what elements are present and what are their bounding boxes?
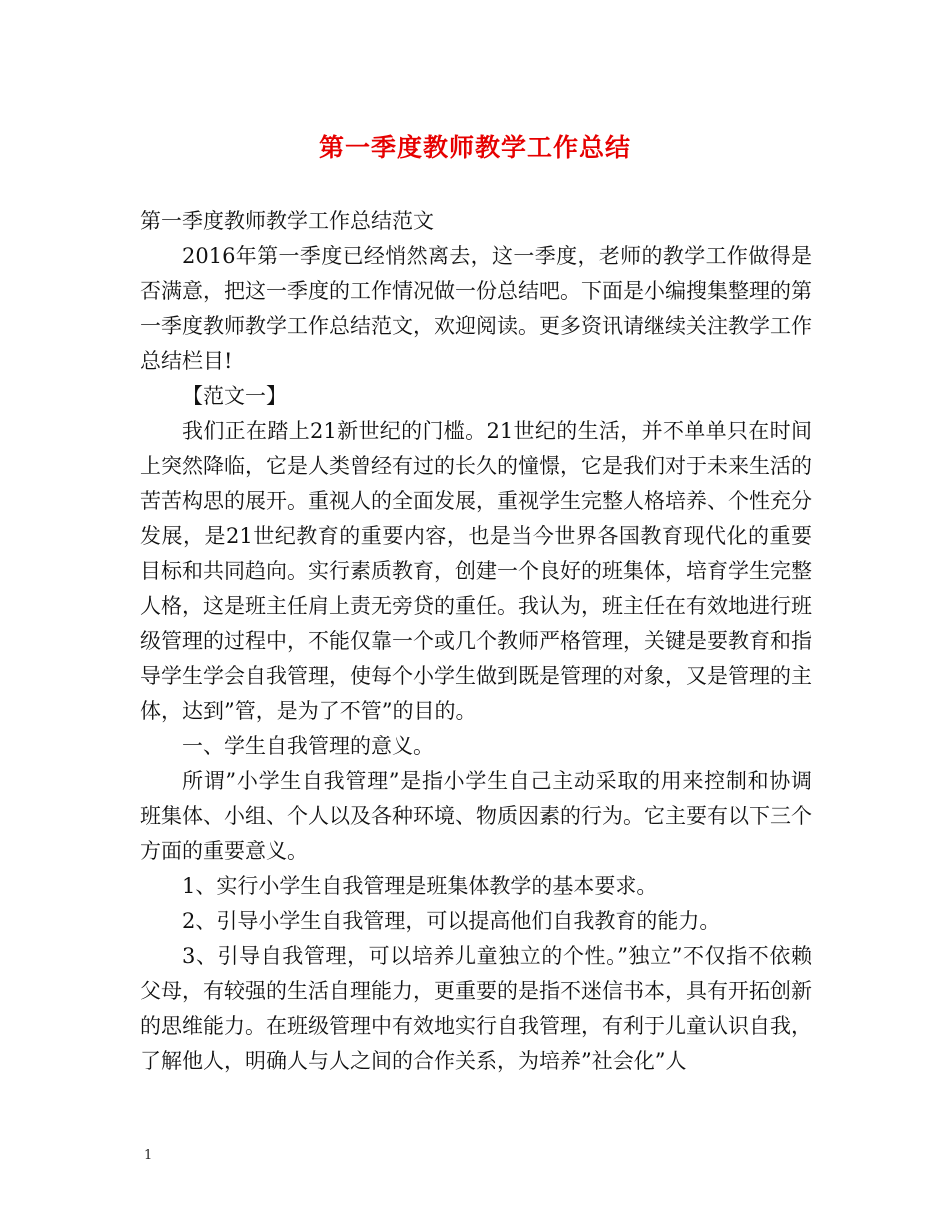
body-paragraph: 我们正在踏上21新世纪的门槛。21世纪的生活，并不单单只在时间上突然降临，它是人类曾经有过的长久的憧憬，它是我们对于未来生活的苦苦构思的展开。重视人的全面发展，重视学生完整人格培养、个性充分发展，是21世纪教育的重要内容，也是当今世界各国教育现代化的重要目标和共同趋向。实行素质教育，创建一个良好的班集体，培育学生完整人格，这是班主任肩上责无旁贷的重任。我认为，班主任在有效地进行班级管理的过程中，不能仅靠一个或几个教师严格管理，关键是要教育和指导学生学会自我管理，使每个小学生做到既是管理的对象，又是管理的主体，达到”管，是为了不管”的目的。 — [140, 419, 812, 723]
section-heading: 一、学生自我管理的意义。 — [182, 734, 434, 758]
document-title: 第一季度教师教学工作总结 — [318, 133, 631, 162]
list-item: 3、引导自我管理，可以培养儿童独立的个性。”独立”不仅指不依赖父母，有较强的生活自理能力，更重要的是指不迷信书本，具有开拓创新的思维能力。在班级管理中有效地实行自我管理，有利于儿童认识自我，了解他人，明确人与人之间的合作关系，为培养”社会化”人 — [140, 944, 812, 1073]
body-paragraph: 所谓”小学生自我管理”是指小学生自己主动采取的用来控制和协调班集体、小组、个人以及各种环境、物质因素的行为。它主要有以下三个方面的重要意义。 — [140, 769, 812, 863]
page-number: 1 — [144, 1148, 153, 1163]
intro-paragraph: 2016年第一季度已经悄然离去，这一季度，老师的教学工作做得是否满意，把这一季度的工作情况做一份总结吧。下面是小编搜集整理的第一季度教师教学工作总结范文，欢迎阅读。更多资讯请继续关注教学工作总结栏目! — [140, 244, 812, 373]
section-label: 【范文一】 — [182, 384, 287, 408]
document-body — [140, 204, 812, 1079]
subtitle-paragraph: 第一季度教师教学工作总结范文 — [140, 209, 434, 233]
list-item: 1、实行小学生自我管理是班集体教学的基本要求。 — [182, 874, 658, 898]
list-item: 2、引导小学生自我管理，可以提高他们自我教育的能力。 — [182, 909, 721, 933]
